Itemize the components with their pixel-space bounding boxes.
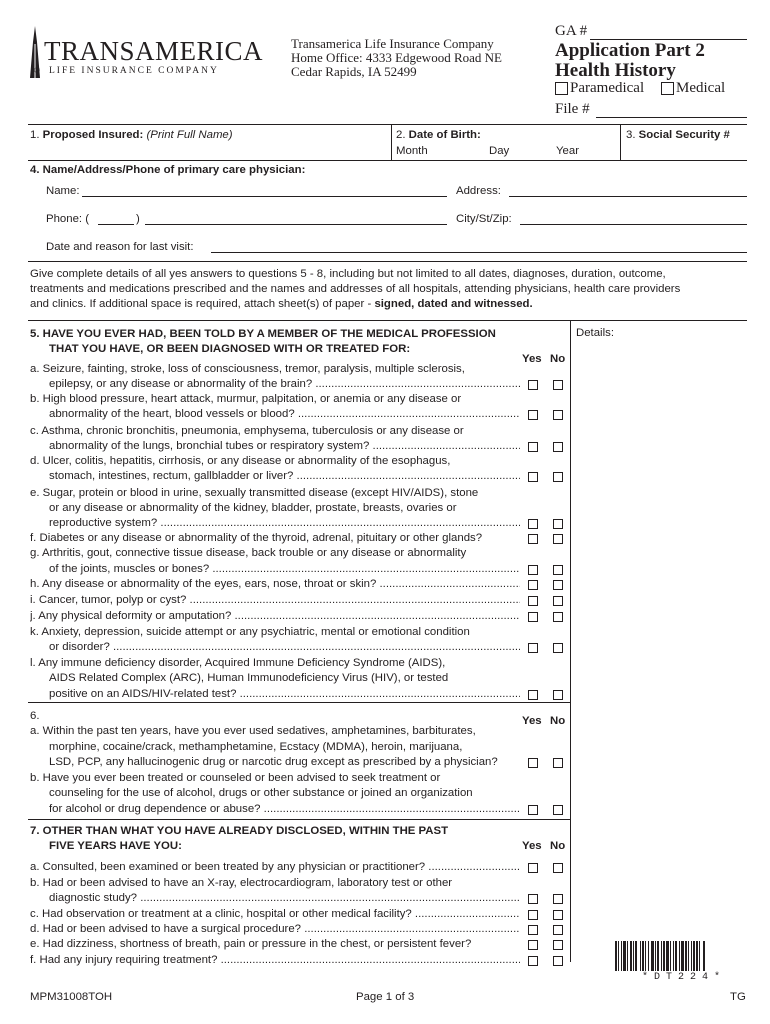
- q5i-yes-checkbox[interactable]: [528, 596, 538, 606]
- q7c-yes-checkbox[interactable]: [528, 910, 538, 920]
- q5g-no-checkbox[interactable]: [553, 565, 563, 575]
- yes-header: Yes: [522, 715, 542, 727]
- page-number: Page 1 of 3: [356, 991, 415, 1003]
- barcode-bar: [661, 941, 662, 971]
- q5b-no-checkbox[interactable]: [553, 410, 563, 420]
- no-header: No: [550, 715, 566, 727]
- physician-name-input[interactable]: [82, 196, 447, 197]
- q6a-text: a. Within the past ten years, have you ever used sedatives, amphetamines, barbiturates,: [30, 725, 476, 737]
- company-address: [291, 37, 502, 79]
- q5c-text: abnormality of the lungs, bronchial tubes or respiratory system? .....: [49, 439, 520, 454]
- company-name: Transamerica Life Insurance Company: [291, 36, 494, 51]
- form-id: MPM31008TOH: [30, 991, 113, 1003]
- ssn-label: 3. Social Security #: [626, 129, 730, 141]
- barcode-bar: [651, 941, 654, 971]
- last-visit-input[interactable]: [211, 252, 747, 253]
- divider: [391, 124, 392, 160]
- q6b-no-checkbox[interactable]: [553, 805, 563, 815]
- q5l-text: l. Any immune deficiency disorder, Acquired Immune Deficiency Syndrome (AIDS),: [30, 657, 446, 669]
- q7f-text: f. Had any injury requiring treatment? .....: [30, 953, 520, 968]
- q7b-text: diagnostic study? .....: [49, 891, 520, 906]
- q6b-yes-checkbox[interactable]: [528, 805, 538, 815]
- q6a-text: LSD, PCP, any hallucinogenic drug or narcotic drug except as prescribed by a physician?: [49, 756, 498, 768]
- proposed-insured-input[interactable]: [30, 145, 390, 159]
- barcode-bar: [699, 941, 700, 971]
- divider: [28, 124, 747, 125]
- q7e-yes-checkbox[interactable]: [528, 940, 538, 950]
- logo-registered: ®: [34, 66, 41, 75]
- dob-day-label: Day: [489, 145, 510, 157]
- q5a-text: epilepsy, or any disease or abnormality of the brain? .....: [49, 377, 520, 392]
- barcode-bar: [642, 941, 644, 971]
- q7c-text: c. Had observation or treatment at a clinic, hospital or other medical facility? .....: [30, 907, 520, 922]
- phone-area-code-input[interactable]: [98, 224, 134, 225]
- q5a-text: a. Seizure, fainting, stroke, loss of consciousness, tremor, paralysis, multiple sclerosis,: [30, 363, 465, 375]
- barcode-bar: [621, 941, 622, 971]
- details-column-divider: [570, 702, 571, 962]
- divider: [28, 160, 747, 161]
- q7a-yes-checkbox[interactable]: [528, 863, 538, 873]
- q5g-text: g. Arthritis, gout, connective tissue disease, back trouble or any disease or abnormality: [30, 547, 467, 559]
- divider: [28, 702, 570, 703]
- q5j-text: j. Any physical deformity or amputation? .....: [30, 609, 520, 624]
- q5l-text: AIDS Related Complex (ARC), Human Immunodeficiency Virus (HIV), or tested: [49, 672, 449, 684]
- q6b-text: for alcohol or drug dependence or abuse? .....: [49, 802, 520, 817]
- medical-label: Medical: [676, 80, 726, 96]
- barcode-bar: [655, 941, 656, 971]
- barcode-text: * D T 2 2 4 *: [641, 972, 720, 983]
- q7e-text: e. Had dizziness, shortness of breath, pain or pressure in the chest, or persistent fever?: [30, 938, 472, 950]
- q5h-text: h. Any disease or abnormality of the eyes, ears, nose, throat or skin? .....: [30, 577, 520, 592]
- phone-paren: ): [136, 213, 140, 225]
- q5j-no-checkbox[interactable]: [553, 612, 563, 622]
- barcode-bar: [691, 941, 692, 971]
- q5d-text: stomach, intestines, rectum, gallbladder or liver? .....: [49, 469, 520, 484]
- q6a-yes-checkbox[interactable]: [528, 758, 538, 768]
- q5e-text: e. Sugar, protein or blood in urine, sexually transmitted disease (except HIV/AIDS), stone: [30, 487, 479, 499]
- q7e-no-checkbox[interactable]: [553, 940, 563, 950]
- logo-subtitle: LIFE INSURANCE COMPANY: [49, 66, 219, 76]
- physician-heading: 4. Name/Address/Phone of primary care physician:: [30, 164, 306, 176]
- q7c-no-checkbox[interactable]: [553, 910, 563, 920]
- physician-address-input[interactable]: [509, 196, 747, 197]
- no-header: No: [550, 353, 566, 365]
- q5k-text: or disorder? .....: [49, 640, 520, 655]
- barcode-bar: [648, 941, 649, 971]
- q5k-text: k. Anxiety, depression, suicide attempt or any psychiatric, mental or emotional condition: [30, 626, 470, 638]
- q5l-text: positive on an AIDS/HIV-related test? .....: [49, 687, 520, 702]
- dob-month-label: Month: [396, 145, 428, 157]
- q5e-yes-checkbox[interactable]: [528, 519, 538, 529]
- q5a-no-checkbox[interactable]: [553, 380, 563, 390]
- barcode-bar: [640, 941, 641, 971]
- barcode-bar: [670, 941, 671, 971]
- barcode-bar: [623, 941, 626, 971]
- q7a-no-checkbox[interactable]: [553, 863, 563, 873]
- barcode-bar: [645, 941, 646, 971]
- q5e-text: reproductive system? .....: [49, 516, 520, 531]
- instructions-line-3: and clinics. If additional space is required, attach sheet(s) of paper - signed, dated and witnessed.: [30, 298, 533, 310]
- barcode-bar: [627, 941, 628, 971]
- paramedical-checkbox[interactable]: [555, 82, 568, 95]
- q5e-text: or any disease or abnormality of the kidney, bladder, prostate, breasts, ovaries or: [49, 502, 457, 514]
- q6-number: 6.: [30, 710, 40, 722]
- q5a-yes-checkbox[interactable]: [528, 380, 538, 390]
- q5c-text: c. Asthma, chronic bronchitis, pneumonia, emphysema, tuberculosis or any disease or: [30, 425, 464, 437]
- q7b-yes-checkbox[interactable]: [528, 894, 538, 904]
- details-label: Details:: [576, 327, 614, 339]
- q5g-yes-checkbox[interactable]: [528, 565, 538, 575]
- q7d-no-checkbox[interactable]: [553, 925, 563, 935]
- q7d-text: d. Had or been advised to have a surgical procedure? .....: [30, 922, 520, 937]
- q6a-text: morphine, cocaine/crack, methamphetamine, Ecstacy (MDMA), heroin, marijuana,: [49, 741, 463, 753]
- q5c-yes-checkbox[interactable]: [528, 442, 538, 452]
- yes-header: Yes: [522, 353, 542, 365]
- q7f-no-checkbox[interactable]: [553, 956, 563, 966]
- phone-number-input[interactable]: [145, 224, 447, 225]
- barcode-bar: [703, 941, 705, 971]
- barcode-bar: [685, 941, 687, 971]
- q5c-no-checkbox[interactable]: [553, 442, 563, 452]
- q5e-no-checkbox[interactable]: [553, 519, 563, 529]
- phone-label: Phone: (: [46, 213, 90, 225]
- q7b-text: b. Had or been advised to have an X-ray, electrocardiogram, laboratory test or other: [30, 877, 453, 889]
- barcode-bar: [618, 941, 619, 971]
- barcode: [615, 941, 745, 973]
- q5h-no-checkbox[interactable]: [553, 580, 563, 590]
- q7-heading: 7. OTHER THAN WHAT YOU HAVE ALREADY DISCLOSED, WITHIN THE PAST: [30, 825, 449, 837]
- divider: [28, 261, 747, 262]
- q5f-yes-checkbox[interactable]: [528, 534, 538, 544]
- q5d-text: d. Ulcer, colitis, hepatitis, cirrhosis, or any disease or abnormality of the esophagus,: [30, 455, 451, 467]
- yes-header: Yes: [522, 840, 542, 852]
- q5d-yes-checkbox[interactable]: [528, 472, 538, 482]
- q5l-no-checkbox[interactable]: [553, 690, 563, 700]
- logo-wordmark: TRANSAMERICA: [44, 36, 264, 66]
- file-input[interactable]: [596, 117, 747, 118]
- barcode-bar: [693, 941, 695, 971]
- form-title: Application Part 2: [555, 40, 705, 61]
- ga-label: GA #: [555, 23, 588, 39]
- q6b-text: counseling for the use of alcohol, drugs or other substance or joined an organization: [49, 787, 473, 799]
- q5b-yes-checkbox[interactable]: [528, 410, 538, 420]
- barcode-bar: [633, 941, 634, 971]
- physician-address-label: Address:: [456, 185, 501, 197]
- barcode-bar: [681, 941, 684, 971]
- q5i-no-checkbox[interactable]: [553, 596, 563, 606]
- q5j-yes-checkbox[interactable]: [528, 612, 538, 622]
- paramedical-label: Paramedical: [570, 80, 645, 96]
- home-office: Home Office: 4333 Edgewood Road NE: [291, 50, 502, 65]
- barcode-bar: [688, 941, 689, 971]
- q5k-yes-checkbox[interactable]: [528, 643, 538, 653]
- q7-heading: FIVE YEARS HAVE YOU:: [49, 840, 182, 852]
- details-column-divider: [570, 320, 571, 702]
- barcode-bar: [615, 941, 617, 971]
- city-label: City/St/Zip:: [456, 213, 512, 225]
- proposed-insured-label: 1. Proposed Insured: (Print Full Name): [30, 129, 233, 141]
- city-input[interactable]: [520, 224, 747, 225]
- details-input[interactable]: [576, 345, 744, 935]
- divider: [28, 819, 570, 820]
- divider: [620, 124, 621, 160]
- q5b-text: b. High blood pressure, heart attack, murmur, palpitation, or anemia or any disease or: [30, 393, 462, 405]
- barcode-bar: [673, 941, 674, 971]
- barcode-bar: [630, 941, 632, 971]
- dob-label: 2. Date of Birth:: [396, 129, 481, 141]
- q7a-text: a. Consulted, been examined or been treated by any physician or practitioner? .....: [30, 860, 520, 875]
- barcode-bar: [635, 941, 637, 971]
- barcode-bar: [696, 941, 698, 971]
- barcode-bar: [657, 941, 659, 971]
- q5f-text: f. Diabetes or any disease or abnormality of the thyroid, adrenal, pituitary or other glands?: [30, 532, 483, 544]
- barcode-bar: [663, 941, 665, 971]
- form-subtitle: Health History: [555, 60, 676, 81]
- q7b-no-checkbox[interactable]: [553, 894, 563, 904]
- instructions-line-1: Give complete details of all yes answers to questions 5 - 8, including but not limited to all dates, diagnoses, duration, outcome,: [30, 268, 666, 280]
- q5f-no-checkbox[interactable]: [553, 534, 563, 544]
- q5h-yes-checkbox[interactable]: [528, 580, 538, 590]
- physician-name-label: Name:: [46, 185, 80, 197]
- ssn-input[interactable]: [626, 145, 744, 159]
- q5-heading: 5. HAVE YOU EVER HAD, BEEN TOLD BY A MEMBER OF THE MEDICAL PROFESSION: [30, 328, 496, 340]
- q6b-text: b. Have you ever been treated or counseled or been advised to seek treatment or: [30, 772, 441, 784]
- barcode-bar: [679, 941, 680, 971]
- company-city: Cedar Rapids, IA 52499: [291, 64, 417, 79]
- dob-year-label: Year: [556, 145, 580, 157]
- q5b-text: abnormality of the heart, blood vessels or blood? .....: [49, 407, 520, 422]
- barcode-bar: [666, 941, 669, 971]
- q6a-no-checkbox[interactable]: [553, 758, 563, 768]
- medical-checkbox[interactable]: [661, 82, 674, 95]
- q5-heading: THAT YOU HAVE, OR BEEN DIAGNOSED WITH OR TREATED FOR:: [49, 343, 411, 355]
- footer-code: TG: [730, 991, 746, 1003]
- q5d-no-checkbox[interactable]: [553, 472, 563, 482]
- barcode-bar: [675, 941, 677, 971]
- no-header: No: [550, 840, 566, 852]
- q5k-no-checkbox[interactable]: [553, 643, 563, 653]
- last-visit-label: Date and reason for last visit:: [46, 241, 194, 253]
- instructions-line-2: treatments and medications prescribed and the names and addresses of all hospitals, attending physicians, health care providers: [30, 283, 681, 295]
- divider: [28, 320, 747, 321]
- q5i-text: i. Cancer, tumor, polyp or cyst? .....: [30, 593, 520, 608]
- q5g-text: of the joints, muscles or bones? .....: [49, 562, 520, 577]
- file-label: File #: [555, 101, 590, 117]
- q7d-yes-checkbox[interactable]: [528, 925, 538, 935]
- q7f-yes-checkbox[interactable]: [528, 956, 538, 966]
- q5l-yes-checkbox[interactable]: [528, 690, 538, 700]
